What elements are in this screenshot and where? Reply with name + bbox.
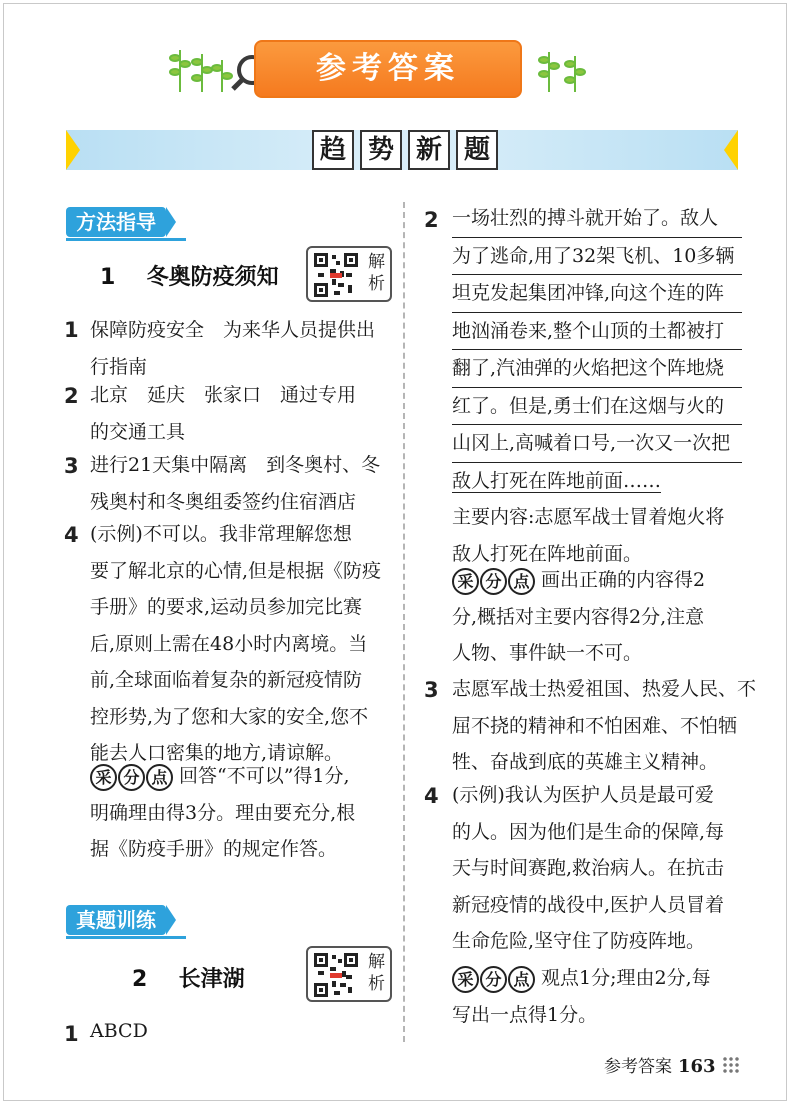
underlined-line-partial xyxy=(452,463,742,500)
answer-item-r3 xyxy=(452,671,756,781)
heading-title: 长津湖 xyxy=(178,967,245,992)
answer-item-2 xyxy=(90,377,356,450)
section-title xyxy=(312,130,498,170)
answer-line: 进行21天集中隔离 到冬奥村、冬 xyxy=(90,454,381,476)
stamp-char: 采 xyxy=(452,568,479,595)
answer-item-abcd: ABCD xyxy=(90,1020,148,1042)
section-char: 新 xyxy=(408,130,450,170)
answer-banner xyxy=(254,40,522,98)
answer-line: 手册》的要求,运动员参加完比赛 xyxy=(90,596,363,618)
tag-real-exam: 真题训练 xyxy=(66,905,166,935)
score-line: 画出正确的内容得2 xyxy=(541,569,706,591)
underlined-line: 坦克发起集团冲锋,向这个连的阵 xyxy=(452,275,742,313)
score-line: 分,概括对主要内容得2分,注意 xyxy=(452,605,705,628)
main-content-line: 敌人打死在阵地前面。 xyxy=(452,542,643,565)
answer-line: 生命危险,坚守住了防疫阵地。 xyxy=(452,930,706,952)
answer-line: 志愿军战士热爱祖国、热爱人民、不 xyxy=(452,678,757,700)
scoring-note-1 xyxy=(90,758,355,868)
answer-line: 北京 延庆 张家口 通过专用 xyxy=(90,384,357,406)
answer-line: (示例)不可以。我非常理解您想 xyxy=(90,523,352,545)
answer-item-4 xyxy=(90,516,381,772)
tag-method-guide: 方法指导 xyxy=(66,207,166,237)
banner-title: 参考答案 xyxy=(316,51,460,86)
underlined-line: 山冈上,高喊着口号,一次又一次把 xyxy=(452,425,742,463)
heading-number: 1 xyxy=(100,265,116,290)
answer-line: 牲、奋战到底的英雄主义精神。 xyxy=(452,751,719,773)
main-content-line: 主要内容:志愿军战士冒着炮火将 xyxy=(452,506,725,528)
answer-line: 残奥村和冬奥组委签约住宿酒店 xyxy=(90,490,357,513)
answer-line: 要了解北京的心情,但是根据《防疫 xyxy=(90,559,382,582)
answer-item-1 xyxy=(90,312,375,385)
underlined-line: 翻了,汽油弹的火焰把这个阵地烧 xyxy=(452,350,742,388)
stamp-char: 分 xyxy=(480,568,507,595)
score-line: 回答“不可以”得1分, xyxy=(179,765,350,787)
answer-line: 天与时间赛跑,救治病人。在抗击 xyxy=(452,857,725,879)
scoring-note-2 xyxy=(452,562,705,672)
item-number: 2 xyxy=(64,384,79,408)
answer-line: 屈不挠的精神和不怕困难、不怕牺 xyxy=(452,714,738,737)
jiexi-label: 解析 xyxy=(368,252,385,294)
answer-line: 后,原则上需在48小时内离境。当 xyxy=(90,632,368,655)
answer-item-r2 xyxy=(452,200,742,572)
scoring-note-3 xyxy=(452,960,711,1033)
tag-underline xyxy=(66,238,186,241)
answer-line: 的人。因为他们是生命的保障,每 xyxy=(452,820,725,843)
section-char: 势 xyxy=(360,130,402,170)
score-line: 人物、事件缺一不可。 xyxy=(452,642,643,664)
answer-line: 的交通工具 xyxy=(90,420,186,443)
column-divider xyxy=(403,202,405,1042)
leaf-sprig-right-icon xyxy=(535,44,591,94)
scoring-stamp xyxy=(452,568,535,595)
stamp-char: 分 xyxy=(480,966,507,993)
stamp-char: 点 xyxy=(146,764,173,791)
score-line: 据《防疫手册》的规定作答。 xyxy=(90,838,338,860)
tag-underline xyxy=(66,936,186,939)
item-number: 3 xyxy=(64,454,79,478)
underlined-line: 地汹涌卷来,整个山顶的土都被打 xyxy=(452,313,742,351)
answer-line: 能去人口密集的地方,请谅解。 xyxy=(90,742,344,764)
score-line: 写出一点得1分。 xyxy=(452,1003,598,1026)
stamp-char: 采 xyxy=(452,966,479,993)
jiexi-label: 解析 xyxy=(368,952,385,994)
section-char: 趋 xyxy=(312,130,354,170)
stamp-char: 分 xyxy=(118,764,145,791)
stamp-char: 点 xyxy=(508,966,535,993)
section-bar-right-triangle xyxy=(724,130,738,170)
score-line: 观点1分;理由2分,每 xyxy=(541,967,711,989)
underlined-line: 红了。但是,勇士们在这烟与火的 xyxy=(452,388,742,426)
footer-label: 参考答案 xyxy=(604,1057,672,1077)
item-number: 1 xyxy=(64,1022,79,1046)
dots-icon xyxy=(722,1056,740,1074)
answer-line: 控形势,为了您和大家的安全,您不 xyxy=(90,705,369,728)
answer-line: 保障防疫安全 为来华人员提供出 xyxy=(90,319,376,341)
item-number: 4 xyxy=(64,523,79,547)
underlined-text: 敌人打死在阵地前面…… xyxy=(452,469,662,492)
item-number: 3 xyxy=(424,678,439,702)
underlined-line: 为了逃命,用了32架飞机、10多辆 xyxy=(452,238,742,276)
answer-line: 行指南 xyxy=(90,355,148,378)
underlined-line: 一场壮烈的搏斗就开始了。敌人 xyxy=(452,200,742,238)
section-char: 题 xyxy=(456,130,498,170)
answer-item-3 xyxy=(90,447,380,520)
item-number: 1 xyxy=(64,318,79,342)
answer-line: 前,全球面临着复杂的新冠疫情防 xyxy=(90,669,363,691)
heading-title: 冬奥防疫须知 xyxy=(146,265,279,290)
answer-line: 新冠疫情的战役中,医护人员冒着 xyxy=(452,893,725,916)
heading-1 xyxy=(100,260,279,291)
score-line: 明确理由得3分。理由要充分,根 xyxy=(90,801,356,824)
item-number: 4 xyxy=(424,784,439,808)
qr-code-box-1[interactable] xyxy=(306,246,392,302)
qr-code-box-2[interactable] xyxy=(306,946,392,1002)
qr-code-icon xyxy=(314,253,358,297)
heading-2 xyxy=(132,962,245,993)
answer-item-r4 xyxy=(452,777,724,960)
section-bar-left-triangle xyxy=(66,130,80,170)
qr-code-icon xyxy=(314,953,358,997)
stamp-char: 点 xyxy=(508,568,535,595)
page-footer xyxy=(604,1052,716,1077)
answer-line: (示例)我认为医护人员是最可爱 xyxy=(452,784,714,806)
heading-number: 2 xyxy=(132,967,148,992)
scoring-stamp xyxy=(90,764,173,791)
leaf-sprig-left-icon xyxy=(168,44,234,94)
page-number: 163 xyxy=(678,1056,716,1077)
stamp-char: 采 xyxy=(90,764,117,791)
scoring-stamp xyxy=(452,966,535,993)
item-number: 2 xyxy=(424,208,439,232)
